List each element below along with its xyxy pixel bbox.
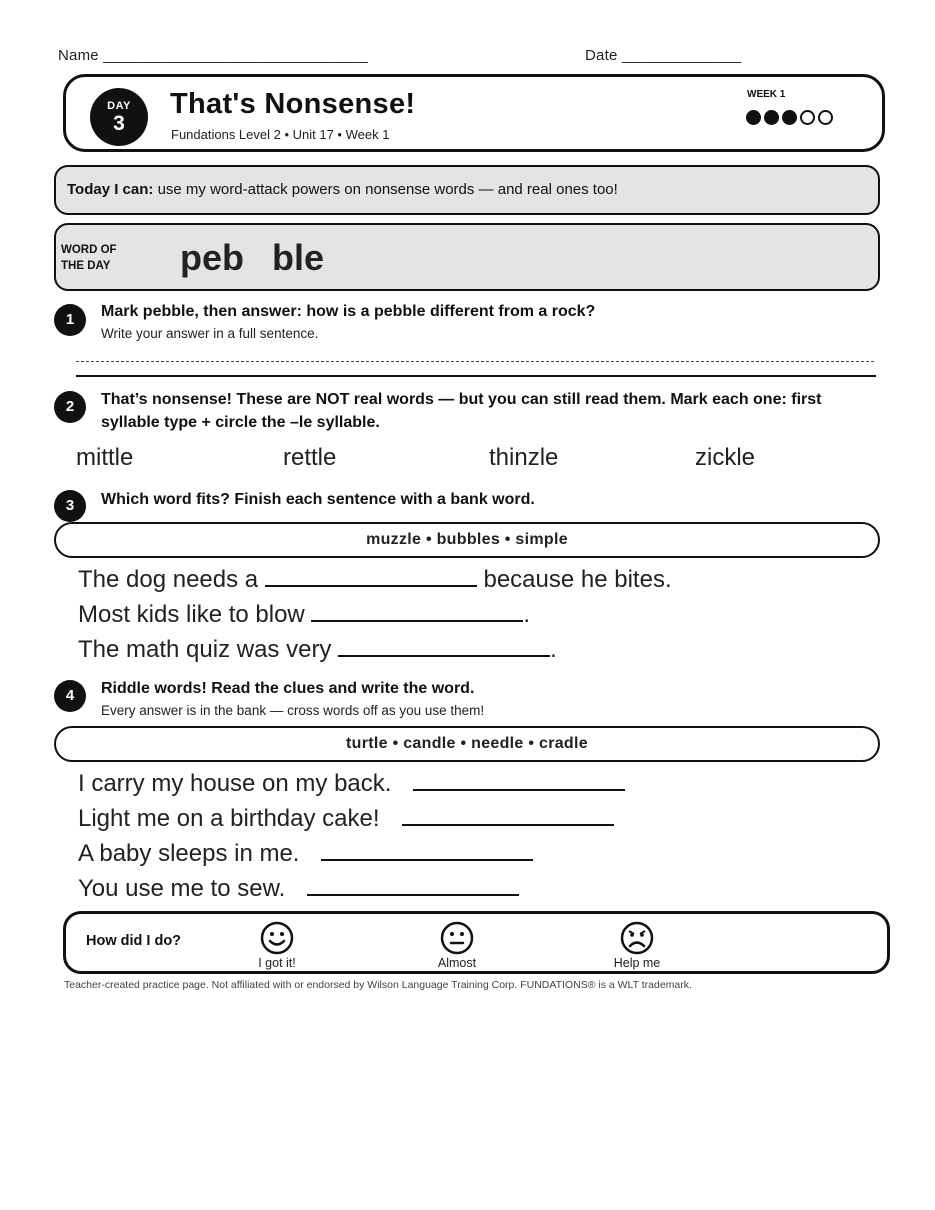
- answer-blank[interactable]: [402, 806, 614, 826]
- question-1-subtitle: Write your answer in a full sentence.: [101, 326, 319, 341]
- word-of-day-label: [61, 242, 117, 274]
- word-of-day-label-line1: WORD OF: [61, 244, 117, 256]
- self-check-option-label: I got it!: [258, 956, 296, 970]
- word-of-day-label-line2: THE DAY: [61, 260, 111, 272]
- sad-face-icon[interactable]: [620, 921, 654, 955]
- answer-line[interactable]: [76, 375, 876, 377]
- riddle-3: [78, 840, 533, 868]
- sentence-text: because he bites.: [476, 566, 672, 593]
- answer-blank[interactable]: [311, 602, 523, 622]
- answer-blank[interactable]: [265, 567, 477, 587]
- word-bank-q4: turtle • candle • needle • cradle: [54, 726, 880, 762]
- sentence-text: .: [550, 636, 557, 663]
- day-word: DAY: [107, 100, 131, 112]
- today-statement: [67, 181, 618, 198]
- answer-blank[interactable]: [321, 841, 533, 861]
- question-3-title: Which word fits? Finish each sentence with a bank word.: [101, 491, 535, 508]
- self-check-option-label: Almost: [437, 956, 477, 970]
- sentence-1: [78, 566, 672, 594]
- answer-blank[interactable]: [307, 876, 519, 896]
- riddle-1: [78, 770, 625, 798]
- today-lead: Today I can:: [67, 181, 154, 198]
- riddle-text: A baby sleeps in me.: [78, 840, 300, 867]
- date-line[interactable]: Date ______________: [585, 47, 742, 64]
- self-check-option-label: Help me: [613, 956, 661, 970]
- sentence-text: .: [523, 601, 531, 628]
- footer-disclaimer: Teacher-created practice page. Not affiliated with or endorsed by Wilson Language Training Corp. FUNDATIONS® is a WLT trademark.: [64, 979, 692, 991]
- question-4-number: 4: [54, 680, 86, 712]
- progress-dot: [818, 110, 833, 125]
- page-title: That's Nonsense!: [170, 88, 416, 120]
- question-1-title: Mark pebble, then answer: how is a pebble different from a rock?: [101, 303, 596, 320]
- sentence-3: [78, 636, 557, 664]
- answer-blank[interactable]: [338, 637, 550, 657]
- progress-dot: [800, 110, 815, 125]
- nonsense-word: thinzle: [489, 444, 559, 471]
- question-2-number: 2: [54, 391, 86, 423]
- riddle-text: Light me on a birthday cake!: [78, 805, 380, 832]
- sentence-text: Most kids like to blow: [78, 601, 312, 628]
- page-subtitle: Fundations Level 2 • Unit 17 • Week 1: [171, 127, 390, 142]
- progress-dot: [746, 110, 761, 125]
- happy-face-icon[interactable]: [260, 921, 294, 955]
- question-4-subtitle: Every answer is in the bank — cross words off as you use them!: [101, 703, 485, 718]
- word-bank-q3: muzzle • bubbles • simple: [54, 522, 880, 558]
- word-of-day: peb ble: [180, 237, 325, 278]
- progress-dot: [782, 110, 797, 125]
- riddle-text: I carry my house on my back.: [78, 770, 392, 797]
- sentence-text: The dog needs a: [78, 566, 265, 593]
- riddle-text: You use me to sew.: [78, 875, 286, 902]
- week-label: WEEK 1: [747, 89, 786, 100]
- question-4-title: Riddle words! Read the clues and write the word.: [101, 680, 475, 697]
- question-1-number: 1: [54, 304, 86, 336]
- nonsense-word: mittle: [76, 444, 134, 471]
- week-progress-dots: [746, 110, 833, 125]
- question-2-title: That’s nonsense! These are NOT real words — but you can still read them. Mark each one: first syllable type + circle the –le syllable.: [101, 391, 822, 431]
- neutral-face-icon[interactable]: [440, 921, 474, 955]
- riddle-4: [78, 875, 519, 903]
- day-number: 3: [113, 112, 125, 135]
- progress-dot: [764, 110, 779, 125]
- name-line[interactable]: Name _______________________________: [58, 47, 368, 64]
- sentence-2: [78, 601, 530, 629]
- riddle-2: [78, 805, 614, 833]
- today-text: use my word-attack powers on nonsense words — and real ones too!: [153, 181, 618, 198]
- self-check-label: How did I do?: [86, 933, 182, 949]
- answer-blank[interactable]: [413, 771, 625, 791]
- word-of-day-box: [54, 223, 880, 291]
- answer-guide-dashed-line: [76, 361, 874, 362]
- day-badge: [90, 88, 148, 146]
- nonsense-word: rettle: [283, 444, 337, 471]
- nonsense-word: zickle: [695, 444, 756, 471]
- question-3-number: 3: [54, 490, 86, 522]
- sentence-text: The math quiz was very: [78, 636, 339, 663]
